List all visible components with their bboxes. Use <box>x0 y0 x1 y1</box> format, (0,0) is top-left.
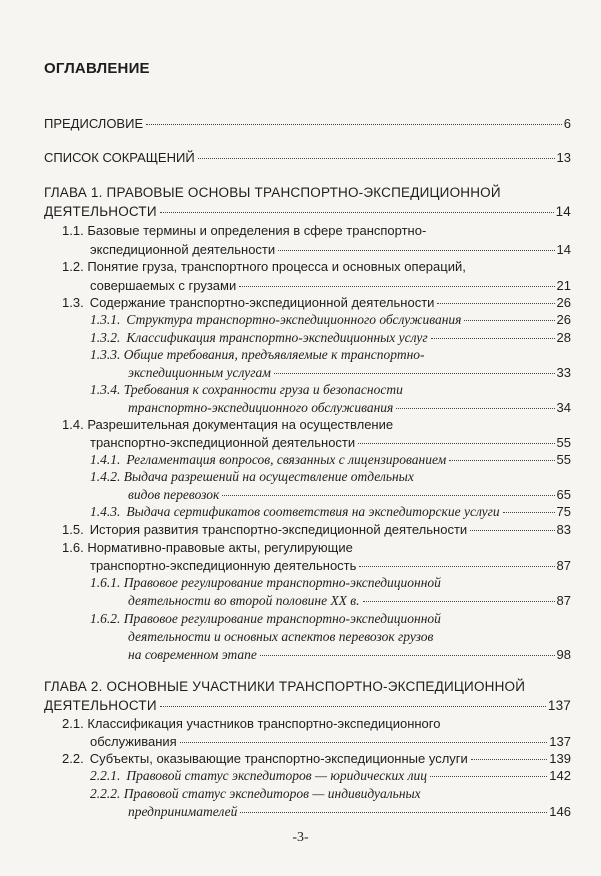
entry-title: предпринимателей <box>128 804 238 819</box>
toc-entry-preface[interactable] <box>44 114 571 133</box>
entry-title: экспедиционной деятельности <box>90 242 276 257</box>
entry-title: СПИСОК СОКРАЩЕНИЙ <box>44 150 195 165</box>
entry-line1 <box>62 415 393 434</box>
leader-dots <box>449 460 554 461</box>
entry-title: совершаемых с грузами <box>90 278 237 293</box>
entry-line1 <box>90 380 403 399</box>
leader-dots <box>222 495 554 496</box>
entry-page: 55 <box>556 452 571 467</box>
entry-page: 137 <box>547 698 571 713</box>
leader-dots <box>260 655 555 656</box>
entry-page: 14 <box>555 204 571 219</box>
entry-title: Классификация транспортно-экспедиционных услуг <box>126 330 428 345</box>
entry-page: 87 <box>556 558 571 573</box>
toc-entry-1-3-1[interactable] <box>90 310 571 329</box>
entry-line1 <box>90 345 425 364</box>
entry-page: 34 <box>556 400 571 415</box>
entry-number: 1.2. <box>62 259 84 274</box>
leader-dots <box>430 776 547 777</box>
toc-entry-2-2-1[interactable] <box>90 766 571 785</box>
entry-title: Содержание транспортно-экспедиционной деятельности <box>89 295 435 310</box>
entry-page: 13 <box>556 150 571 165</box>
entry-number: 1.4.2. <box>90 469 121 484</box>
toc-entry-chapter-1[interactable] <box>44 202 571 221</box>
toc-entry-1-5[interactable] <box>62 520 571 539</box>
entry-number: 1.4.1. <box>90 452 121 467</box>
leader-dots <box>180 742 548 743</box>
toc-entry-2-2-2[interactable] <box>128 802 571 821</box>
leader-dots <box>198 158 555 159</box>
entry-title: Правовой статус экспедиторов — юридических лиц <box>126 768 428 783</box>
leader-dots <box>464 320 554 321</box>
entry-title: деятельности во второй половине XX в. <box>128 593 360 608</box>
toc-heading: ОГЛАВЛЕНИЕ <box>44 60 150 77</box>
entry-number: 1.6.1. <box>90 575 121 590</box>
entry-page: 21 <box>556 278 571 293</box>
entry-text-line1: Нормативно-правовые акты, регулирующие <box>87 540 353 555</box>
entry-line1 <box>62 538 353 557</box>
entry-number: 1.3.3. <box>90 347 121 362</box>
entry-page: 146 <box>549 804 571 819</box>
entry-text-line1: Правовое регулирование транспортно-экспедиционной <box>123 611 441 626</box>
leader-dots <box>239 286 554 287</box>
entry-line1 <box>90 573 441 592</box>
entry-number: 1.4. <box>62 417 84 432</box>
entry-title: Выдача сертификатов соответствия на экспедиторские услуги <box>126 504 500 519</box>
leader-dots <box>160 212 554 213</box>
entry-line1 <box>90 784 421 803</box>
entry-number: 1.3.4. <box>90 382 121 397</box>
entry-number: 1.6. <box>62 540 84 555</box>
entry-page: 28 <box>556 330 571 345</box>
entry-title: обслуживания <box>90 734 177 749</box>
leader-dots <box>471 759 547 760</box>
leader-dots <box>359 566 554 567</box>
entry-text-line1: Правовое регулирование транспортно-экспедиционной <box>123 575 441 590</box>
leader-dots <box>431 338 555 339</box>
entry-text-line1: Правовой статус экспедиторов — индивидуальных <box>123 786 421 801</box>
entry-title: ПРЕДИСЛОВИЕ <box>44 116 144 131</box>
entry-page: 65 <box>556 487 571 502</box>
entry-text-line1: Разрешительная документация на осуществление <box>87 417 394 432</box>
leader-dots <box>274 373 555 374</box>
entry-line1 <box>62 221 426 240</box>
entry-title: ДЕЯТЕЛЬНОСТИ <box>44 204 157 219</box>
entry-page: 6 <box>563 116 571 131</box>
entry-number: 2.2.1. <box>90 768 121 783</box>
toc-entry-1-6-1[interactable] <box>128 591 571 610</box>
entry-title: транспортно-экспедиционной деятельности <box>90 435 356 450</box>
entry-title: транспортно-экспедиционную деятельность <box>90 558 357 573</box>
leader-dots <box>240 812 547 813</box>
entry-page: 98 <box>556 647 571 662</box>
entry-text-line1: Базовые термины и определения в сфере транспортно- <box>87 223 427 238</box>
entry-title: ДЕЯТЕЛЬНОСТИ <box>44 698 157 713</box>
leader-dots <box>278 250 554 251</box>
entry-page: 33 <box>556 365 571 380</box>
entry-number: 1.3.1. <box>90 312 121 327</box>
entry-page: 14 <box>556 242 571 257</box>
leader-dots <box>363 601 555 602</box>
entry-page: 75 <box>556 504 571 519</box>
toc-entry-1-6-2[interactable] <box>128 645 571 664</box>
entry-number: 1.6.2. <box>90 611 121 626</box>
entry-number: 2.1. <box>62 716 84 731</box>
entry-page: 26 <box>556 312 571 327</box>
toc-entry-abbreviations[interactable] <box>44 148 571 167</box>
page-number: -3- <box>292 830 309 845</box>
entry-title: экспедиционным услугам <box>128 365 271 380</box>
entry-number: 1.3.2. <box>90 330 121 345</box>
entry-page: 83 <box>556 522 571 537</box>
entry-text-line1: Выдача разрешений на осуществление отдельных <box>123 469 414 484</box>
leader-dots <box>396 408 554 409</box>
leader-dots <box>146 124 562 125</box>
entry-number: 1.5. <box>62 522 84 537</box>
entry-title: Регламентация вопросов, связанных с лицензированием <box>126 452 447 467</box>
entry-title: Структура транспортно-экспедиционного обслуживания <box>126 312 462 327</box>
entry-line2: деятельности и основных аспектов перевозок грузов <box>128 629 434 644</box>
leader-dots <box>160 706 546 707</box>
entry-number: 1.1. <box>62 223 84 238</box>
entry-number: 2.2. <box>62 751 84 766</box>
entry-text-line1: Понятие груза, транспортного процесса и основных операций, <box>87 259 466 274</box>
entry-title: Субъекты, оказывающие транспортно-экспедиционные услуги <box>89 751 468 766</box>
toc-entry-chapter-2[interactable] <box>44 696 571 715</box>
chapter-2-title-line1: ГЛАВА 2. ОСНОВНЫЕ УЧАСТНИКИ ТРАНСПОРТНО-ЭКСПЕДИЦИОННОЙ <box>44 679 526 694</box>
entry-line1 <box>90 609 441 628</box>
entry-page: 137 <box>549 734 571 749</box>
entry-title: видов перевозок <box>128 487 220 502</box>
entry-number: 2.2.2. <box>90 786 121 801</box>
entry-line1 <box>62 714 440 733</box>
toc-entry-1-4-3[interactable] <box>90 502 571 521</box>
entry-title: на современном этапе <box>128 647 257 662</box>
entry-page: 26 <box>556 295 571 310</box>
leader-dots <box>358 443 554 444</box>
entry-number: 1.4.3. <box>90 504 121 519</box>
chapter-1-title-line1: ГЛАВА 1. ПРАВОВЫЕ ОСНОВЫ ТРАНСПОРТНО-ЭКСПЕДИЦИОННОЙ <box>44 185 501 200</box>
entry-page: 55 <box>556 435 571 450</box>
entry-text-line1: Общие требования, предъявляемые к транспортно- <box>123 347 425 362</box>
entry-line1 <box>90 467 414 486</box>
entry-page: 139 <box>549 751 571 766</box>
leader-dots <box>470 530 554 531</box>
entry-line1 <box>62 257 466 276</box>
entry-page: 142 <box>549 768 571 783</box>
entry-title: История развития транспортно-экспедиционной деятельности <box>89 522 468 537</box>
leader-dots <box>503 512 555 513</box>
entry-text-line1: Классификация участников транспортно-экспедиционного <box>87 716 441 731</box>
entry-page: 87 <box>556 593 571 608</box>
entry-text-line1: Требования к сохранности груза и безопасности <box>123 382 403 397</box>
entry-title: транспортно-экспедиционного обслуживания <box>128 400 394 415</box>
leader-dots <box>437 303 554 304</box>
entry-number: 1.3. <box>62 295 84 310</box>
